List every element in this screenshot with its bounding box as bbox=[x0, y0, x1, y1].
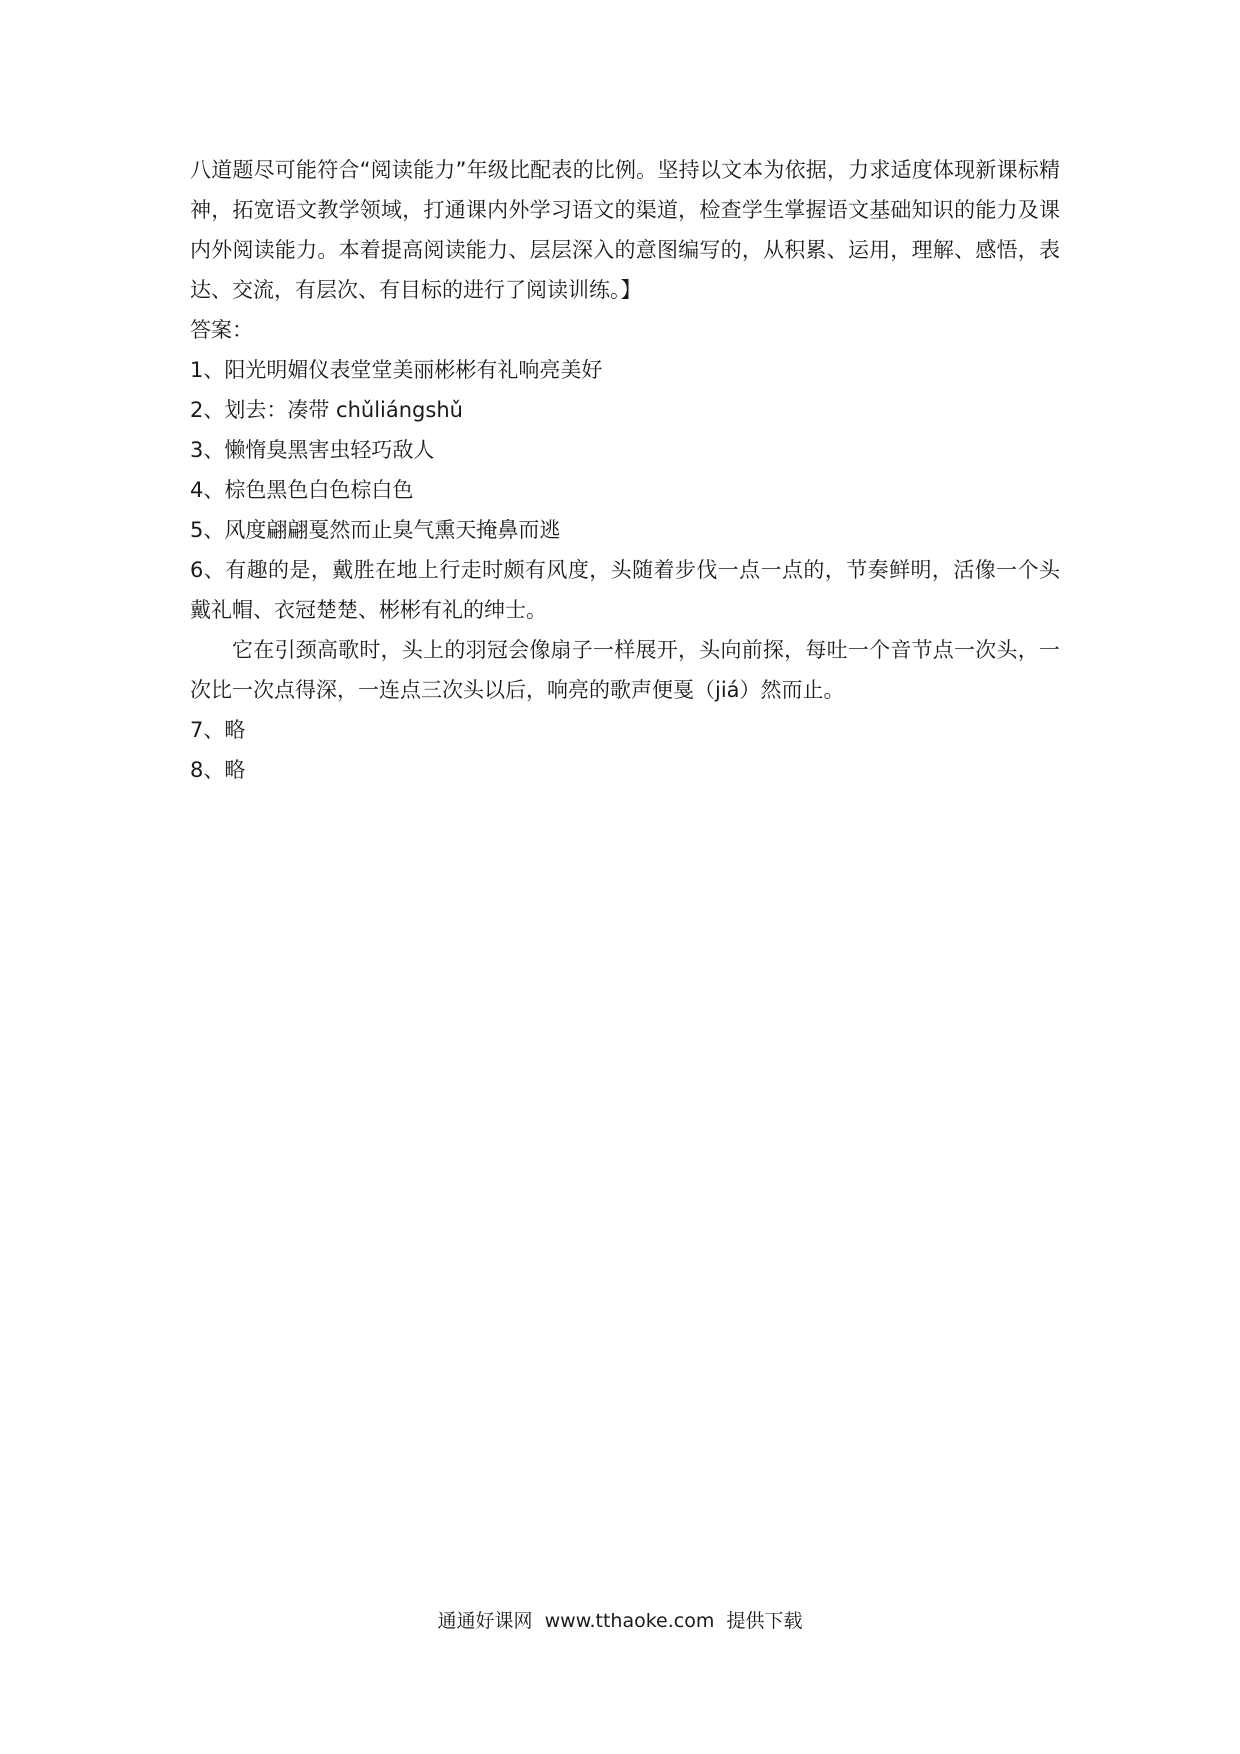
answer-4: 4、棕色黑色白色棕白色 bbox=[190, 478, 414, 502]
answer-6: 6、有趣的是，戴胜在地上行走时颇有风度，头随着步伐一点一点的，节奏鲜明，活像一个头戴礼帽、衣冠楚楚、彬彬有礼的绅士。 bbox=[190, 558, 1060, 622]
answer-8: 8、略 bbox=[190, 758, 246, 782]
intro-paragraph: 八道题尽可能符合“阅读能力”年级比配表的比例。坚持以文本为依据，力求适度体现新课标精神，拓宽语文教学领域，打通课内外学习语文的渠道，检查学生掌握语文基础知识的能力及课内外阅读能力。本着提高阅读能力、层层深入的意图编写的，从积累、运用，理解、感悟，表达、交流，有层次、有目标的进行了阅读训练。】 bbox=[190, 158, 1060, 302]
answer-5: 5、风度翩翩戛然而止臭气熏天掩鼻而逃 bbox=[190, 518, 561, 542]
answer-7: 7、略 bbox=[190, 718, 246, 742]
answer-6-continued: 它在引颈高歌时，头上的羽冠会像扇子一样展开，头向前探，每吐一个音节点一次头，一次比一次点得深，一连点三次头以后，响亮的歌声便戛（jiá）然而止。 bbox=[190, 638, 1060, 702]
page-footer: 通通好课网 www.tthaoke.com 提供下载 bbox=[437, 1610, 803, 1632]
answers-heading: 答案： bbox=[190, 318, 253, 342]
answer-1: 1、阳光明媚仪表堂堂美丽彬彬有礼响亮美好 bbox=[190, 358, 603, 382]
answer-3: 3、懒惰臭黑害虫轻巧敌人 bbox=[190, 438, 435, 462]
document-body bbox=[190, 150, 1060, 790]
answer-2: 2、划去：凑带 chǔliángshǔ bbox=[190, 398, 463, 422]
